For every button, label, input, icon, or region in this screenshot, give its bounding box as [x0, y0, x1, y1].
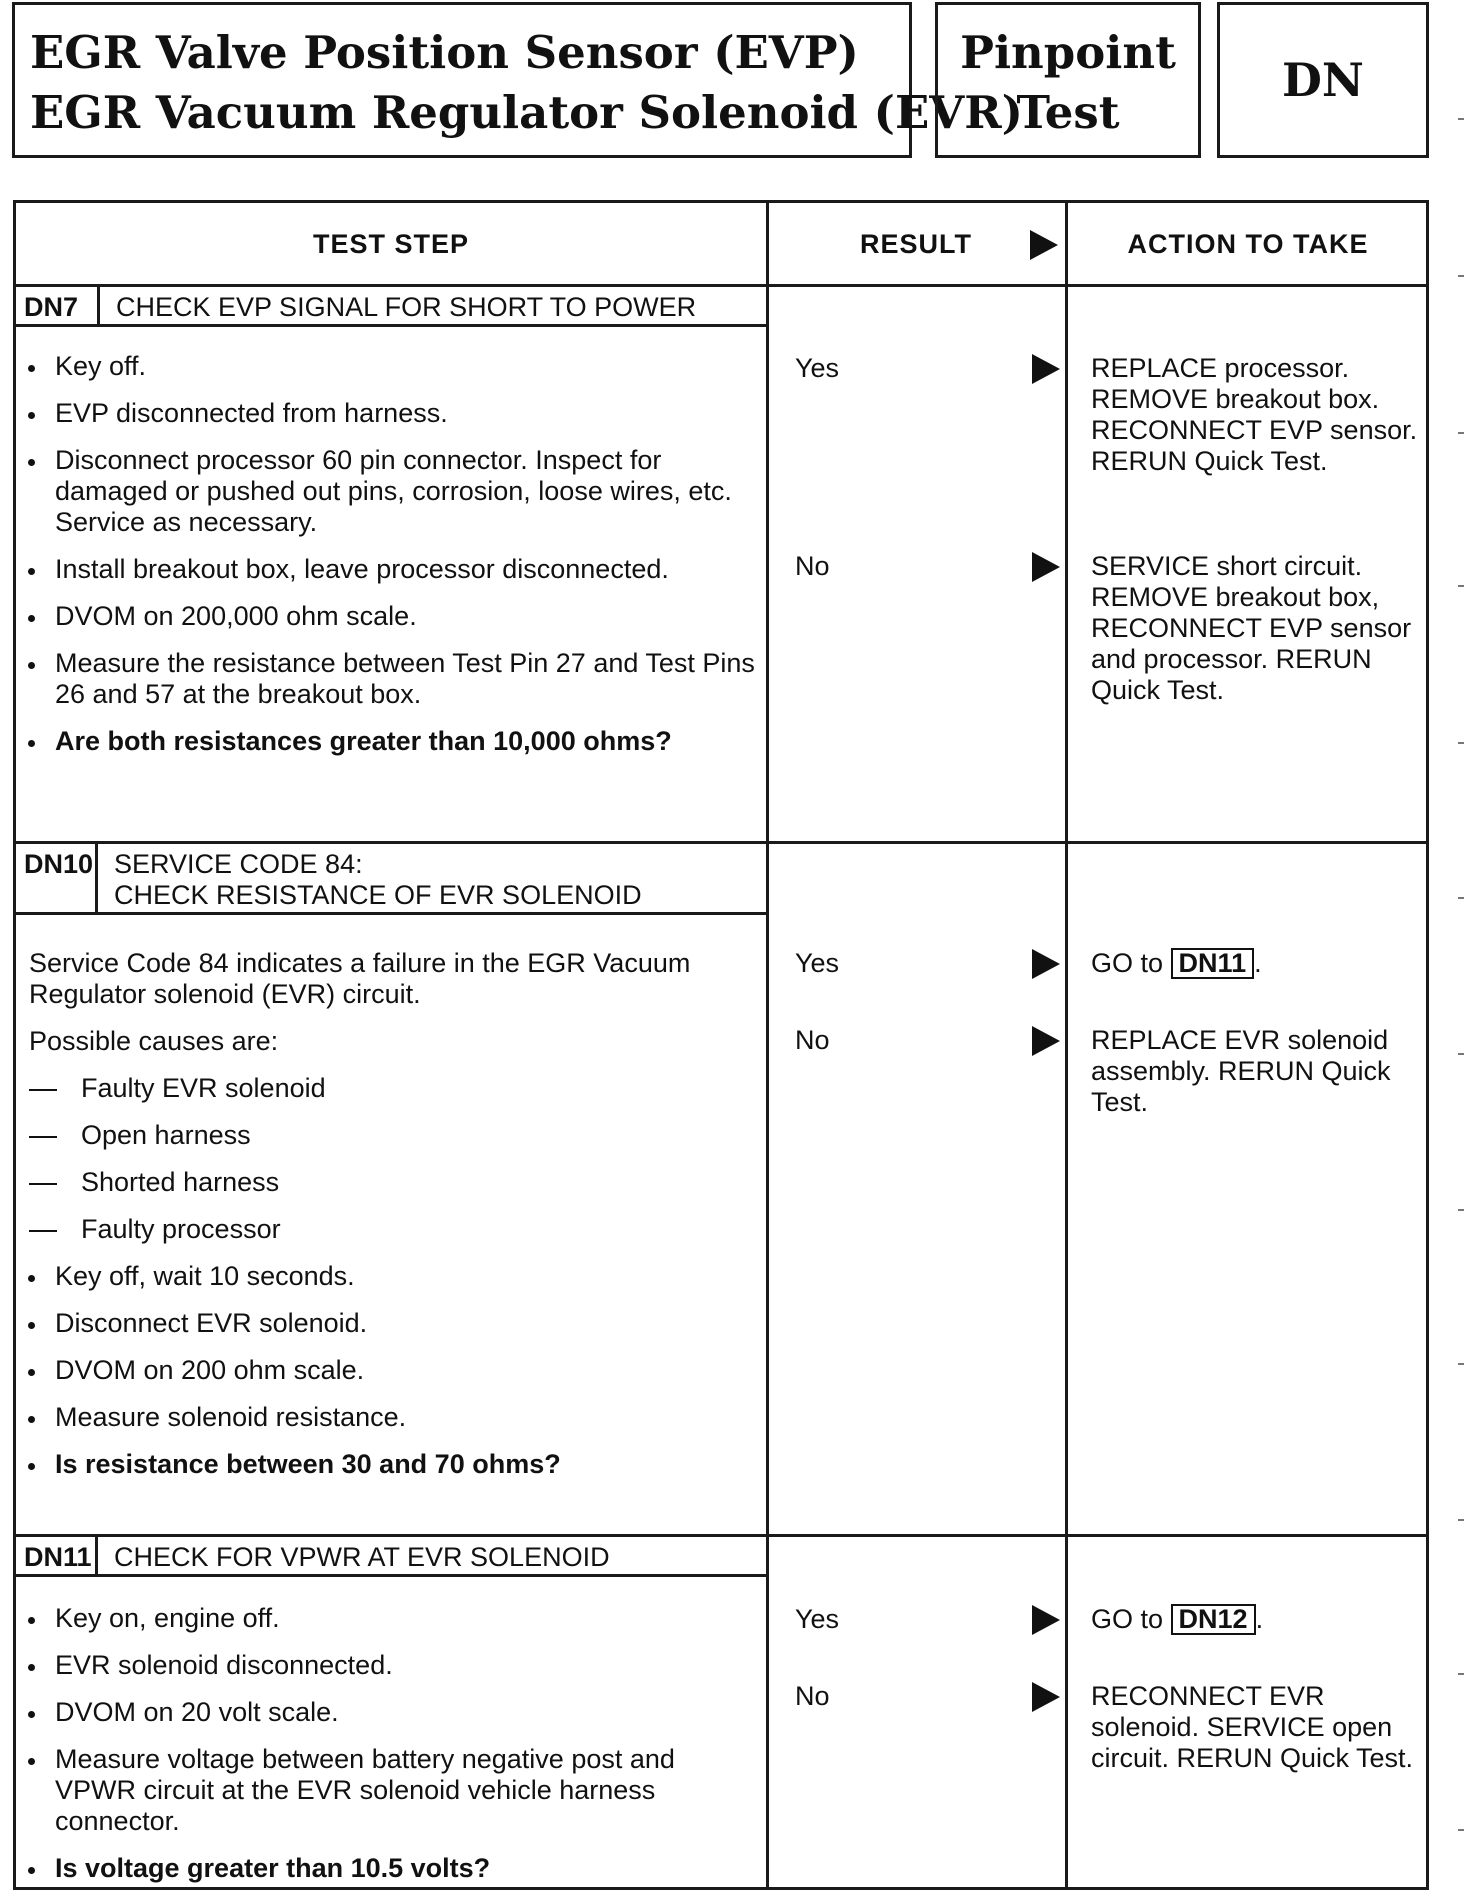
procedure-title-line-1: EGR Valve Position Sensor (EVP): [30, 26, 859, 79]
step-id: DN11: [16, 1537, 98, 1574]
action-no: RECONNECT EVR solenoid. SERVICE open circuit. RERUN Quick Test.: [1091, 1681, 1414, 1773]
bullet-icon: [28, 1322, 35, 1329]
step-instruction: Measure voltage between battery negative post and VPWR circuit at the EVR solenoid vehicle harness connector.: [16, 1744, 756, 1837]
bullet-icon: [28, 1463, 35, 1470]
bullet-icon: [28, 1711, 35, 1718]
column-divider: [766, 203, 769, 1887]
bullet-icon: [28, 1416, 35, 1423]
step-id: DN10: [16, 844, 98, 912]
column-header-action: ACTION TO TAKE: [1127, 229, 1369, 259]
action-yes: GO to DN12 .: [1091, 1604, 1264, 1634]
arrow-right-icon: [1032, 1682, 1060, 1712]
step-instruction: Disconnect EVR solenoid.: [16, 1308, 756, 1339]
step-title: CHECK EVP SIGNAL FOR SHORT TO POWER: [116, 292, 697, 322]
bullet-icon: [28, 459, 35, 466]
arrow-right-icon: [1032, 1605, 1060, 1635]
bullet-icon: [28, 412, 35, 419]
procedure-title-line-2: EGR Vacuum Regulator Solenoid (EVR): [30, 86, 1023, 139]
cause-item: Faulty EVR solenoid: [16, 1073, 756, 1104]
step-id: DN7: [16, 287, 100, 324]
bullet-icon: [28, 740, 35, 747]
arrow-right-icon: [1032, 552, 1060, 582]
step-header-dn11: [16, 1537, 769, 1577]
bullet-icon: [28, 1758, 35, 1765]
step-instruction: DVOM on 200 ohm scale.: [16, 1355, 756, 1386]
result-no: No: [795, 1025, 830, 1055]
step-header-dn7: [16, 287, 769, 327]
step-instruction: Key off.: [16, 351, 756, 382]
arrow-right-icon: [1032, 354, 1060, 384]
step-header-dn10: [16, 844, 769, 915]
bullet-icon: [28, 365, 35, 372]
column-header-result: [766, 203, 1066, 285]
bullet-icon: [28, 1867, 35, 1874]
step-title-line-1: SERVICE CODE 84:: [114, 849, 363, 879]
margin-ticks: [1454, 0, 1464, 1898]
step-body-dn11: [16, 1603, 756, 1900]
bullet-icon: [28, 568, 35, 575]
goto-dn11-link[interactable]: DN11: [1171, 948, 1255, 979]
step-instruction: DVOM on 20 volt scale.: [16, 1697, 756, 1728]
bullet-icon: [28, 1617, 35, 1624]
column-divider: [1065, 203, 1068, 1887]
step-instruction: Install breakout box, leave processor disconnected.: [16, 554, 756, 585]
step-instruction: DVOM on 200,000 ohm scale.: [16, 601, 756, 632]
action-yes: REPLACE processor. REMOVE breakout box. RECONNECT EVP sensor. RERUN Quick Test.: [1091, 353, 1418, 476]
step-instruction: Disconnect processor 60 pin connector. Inspect for damaged or pushed out pins, corrosion, loose wires, etc. Service as necessary.: [16, 445, 756, 538]
action-yes: GO to DN11 .: [1091, 948, 1262, 978]
bullet-icon: [28, 1664, 35, 1671]
cause-item: Shorted harness: [16, 1167, 756, 1198]
result-yes: Yes: [795, 353, 840, 383]
cause-item: Faulty processor: [16, 1214, 756, 1245]
step-question: Are both resistances greater than 10,000 ohms?: [16, 726, 756, 757]
step-instruction: Key off, wait 10 seconds.: [16, 1261, 756, 1292]
action-no: REPLACE EVR solenoid assembly. RERUN Quick Test.: [1091, 1025, 1391, 1117]
step-instruction: EVP disconnected from harness.: [16, 398, 756, 429]
bullet-icon: [28, 662, 35, 669]
result-header-label: RESULT: [860, 229, 972, 259]
arrow-right-icon: [1032, 1026, 1060, 1056]
step-intro: Service Code 84 indicates a failure in the EGR Vacuum Regulator solenoid (EVR) circuit.: [29, 948, 691, 1009]
bullet-icon: [28, 1275, 35, 1282]
bullet-icon: [28, 1369, 35, 1376]
step-question: Is voltage greater than 10.5 volts?: [16, 1853, 756, 1884]
arrow-right-icon: [1032, 949, 1060, 979]
step-title: [114, 844, 642, 911]
causes-label: Possible causes are:: [29, 1026, 279, 1056]
goto-dn12-link[interactable]: DN12: [1171, 1604, 1256, 1635]
step-title: CHECK FOR VPWR AT EVR SOLENOID: [114, 1542, 610, 1572]
step-title-line-2: CHECK RESISTANCE OF EVR SOLENOID: [114, 880, 642, 910]
step-question: Is resistance between 30 and 70 ohms?: [16, 1449, 756, 1480]
test-label: Test: [1016, 86, 1120, 139]
column-header-test-step: TEST STEP: [312, 229, 470, 259]
test-code-box: DN: [1217, 2, 1429, 158]
pinpoint-label: Pinpoint: [960, 26, 1176, 79]
step-body-dn10: [16, 948, 756, 1496]
bullet-icon: [28, 615, 35, 622]
action-no: SERVICE short circuit. REMOVE breakout box, RECONNECT EVP sensor and processor. RERUN Quick Test.: [1091, 551, 1412, 705]
step-instruction: Key on, engine off.: [16, 1603, 756, 1634]
procedure-title-box: [12, 2, 1023, 158]
result-yes: Yes: [795, 1604, 840, 1634]
cause-item: Open harness: [16, 1120, 756, 1151]
step-body-dn7: [16, 351, 756, 773]
step-instruction: Measure solenoid resistance.: [16, 1402, 756, 1433]
result-no: No: [795, 1681, 830, 1711]
step-instruction: Measure the resistance between Test Pin 27 and Test Pins 26 and 57 at the breakout box.: [16, 648, 756, 710]
arrow-right-icon: [1030, 230, 1058, 260]
pinpoint-test-box: [935, 2, 1201, 158]
test-step-table: [13, 200, 1429, 1890]
result-yes: Yes: [795, 948, 840, 978]
result-no: No: [795, 551, 830, 581]
step-instruction: EVR solenoid disconnected.: [16, 1650, 756, 1681]
